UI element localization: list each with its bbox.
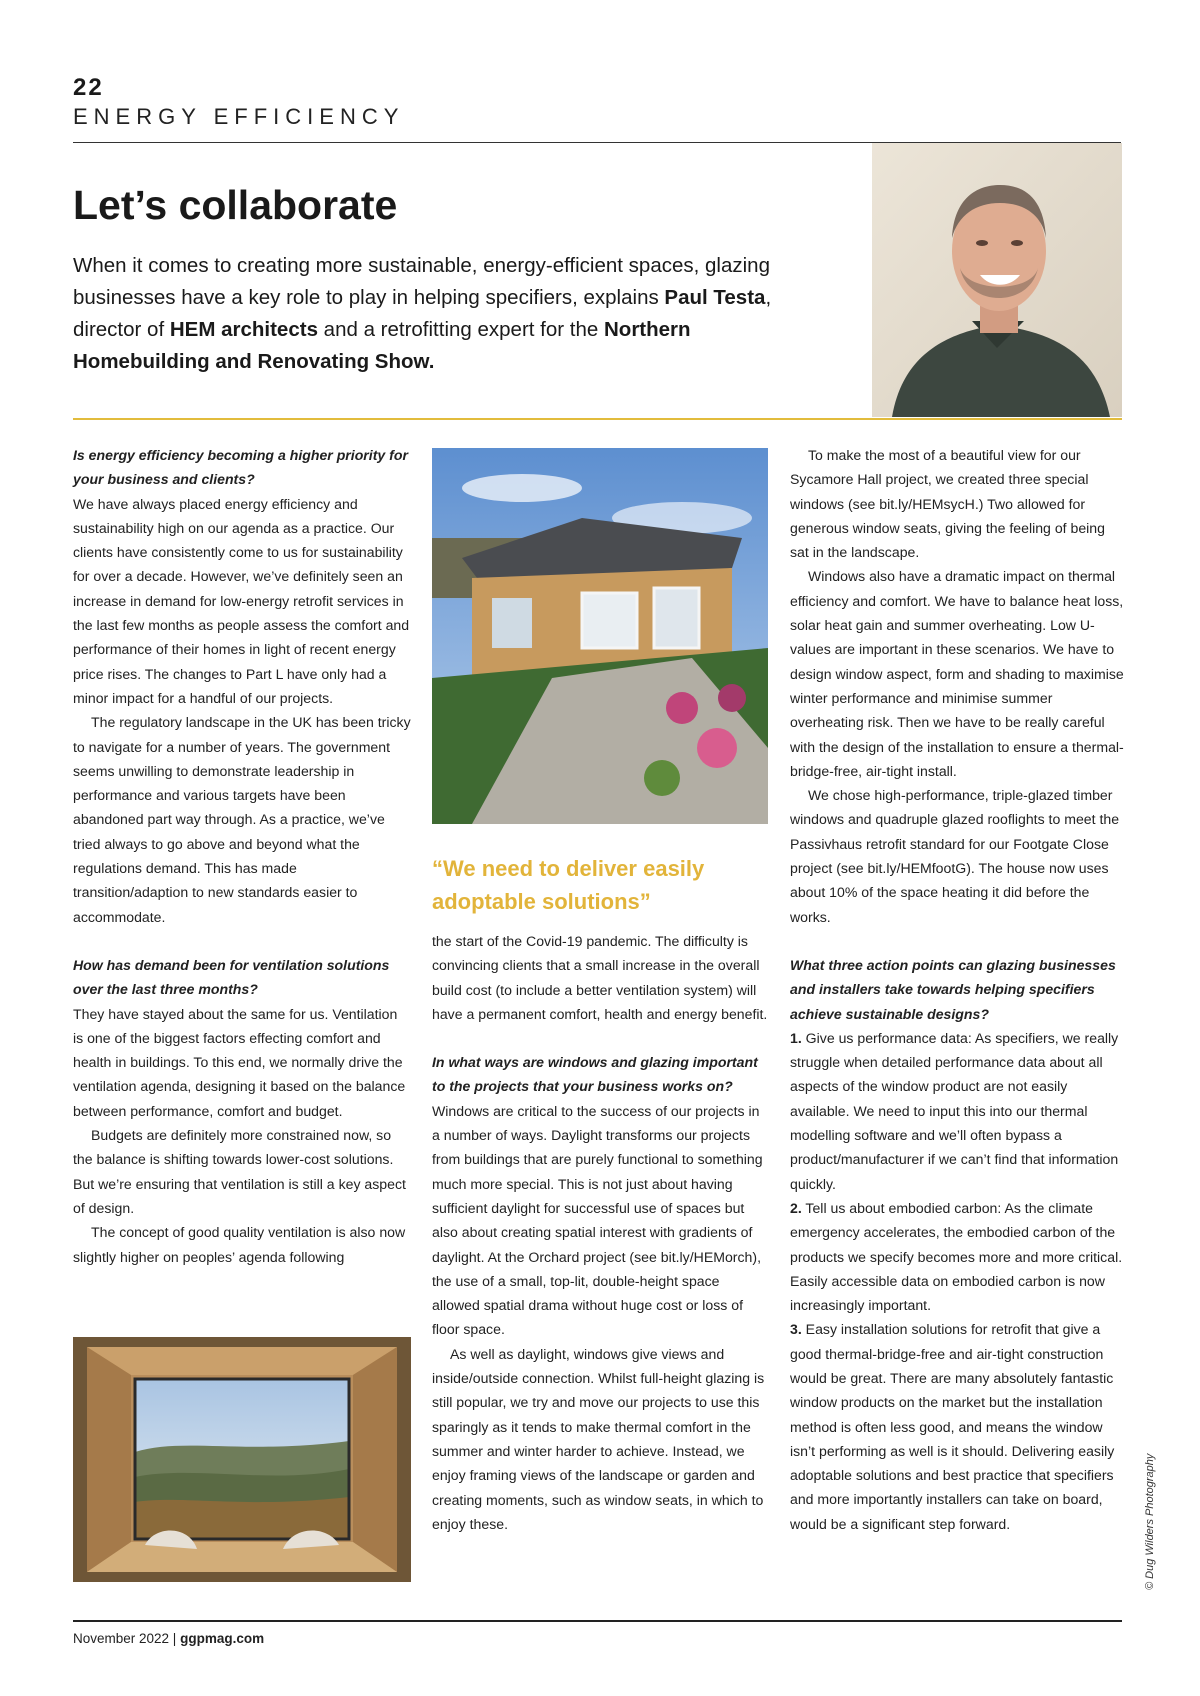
- action-point-1: 1. Give us performance data: As specifiers, we really struggle when detailed performance data about all aspects of the window product are not easily available. We need to input this into our thermal modelling software and we’ll often bypass a product/manufacturer if we can’t find that information quickly.: [790, 1029, 1119, 1192]
- answer-1-para-1: We have always placed energy efficiency and sustainability high on our agenda as a practice. Our clients have consistently come to us for sustainability for over a decade. However, we’ve definitely seen an increase in demand for low-energy retrofit services in the last few months as people assess the comfort and performance of their homes in light of recent energy price rises. The changes to Part L have only had a minor impact for a handful of our projects.: [73, 495, 410, 706]
- company-name: HEM architects: [169, 318, 318, 341]
- answer-3-para-4: Windows also have a dramatic impact on thermal efficiency and comfort. We have to balance heat loss, solar heat gain and summer overheating. Low U-values are important in these scenarios. We have to design window aspect, form and shading to maximise winter performance and minimise summer overheating risk. Then we have to be really careful with the design of the installation to ensure a thermal-bridge-free, air-tight install.: [790, 568, 1124, 779]
- footer-divider: [73, 1620, 1122, 1622]
- answer-3-para-1: Windows are critical to the success of our projects in a number of ways. Daylight transforms our projects from buildings that are purely functional to something much more special. This is not just about having sufficient daylight for successful use of spaces but also about creating spatial interest with gradients of daylight. At the Orchard project (see bit.ly/HEMorch), the use of a small, top-lit, double-height space allowed spatial drama without huge cost or loss of floor space.: [432, 1102, 763, 1338]
- answer-1-para-2: The regulatory landscape in the UK has been tricky to navigate for a number of years. The government seems unwilling to demonstrate leadership in performance and various targets have been abandoned part way through. As a practice, we’ve tried always to go above and beyond what the regulations demand. This has made transition/adaption to new standards easier to accommodate.: [73, 714, 411, 925]
- action-point-3: 3. Easy installation solutions for retrofit that give a good thermal-bridge-free and air-tight construction would be great. There are many absolutely fantastic window products on the market but the installation method is often less good, and means the window isn’t performing as well is it should. Delivering easily adoptable solutions and best practice that specifiers and more importantly installers can take on board, would be a significant step forward.: [790, 1321, 1115, 1532]
- window-seat-photo: [73, 1337, 411, 1582]
- issue-date: November 2022 |: [73, 1631, 181, 1646]
- website-link[interactable]: ggpmag.com: [180, 1631, 265, 1646]
- article-title: Let’s collaborate: [73, 182, 398, 228]
- answer-2-para-2: Budgets are definitely more constrained now, so the balance is shifting towards lower-cost solutions. But we’re ensuring that ventilation is still a key aspect of design.: [73, 1127, 406, 1216]
- text-column-3: [790, 443, 1124, 1536]
- question-3: In what ways are windows and glazing important to the projects that your business works on?: [432, 1054, 758, 1095]
- author-name: Paul Testa: [664, 286, 766, 309]
- answer-3-para-3: To make the most of a beautiful view for our Sycamore Hall project, we created three special windows (see bit.ly/HEMsycH.) Two allowed for generous window seats, giving the feeling of being sat in the landscape.: [790, 447, 1105, 561]
- footer: [73, 1631, 264, 1646]
- pull-quote: “We need to deliver easily adoptable solutions”: [432, 856, 705, 914]
- photo-credit: © Dug Wilders Photography: [1144, 1453, 1156, 1590]
- gold-divider: [73, 418, 1122, 420]
- section-title: ENERGY EFFICIENCY: [73, 104, 405, 129]
- action-point-2: 2. Tell us about embodied carbon: As the climate emergency accelerates, the embodied carbon of the products we specify becomes more and more critical. Easily accessible data on embodied carbon is now increasingly important.: [790, 1199, 1123, 1314]
- author-portrait-photo: [872, 143, 1122, 417]
- answer-2-para-3: The concept of good quality ventilation is also now slightly higher on peoples’ agenda following: [73, 1224, 406, 1265]
- page-number: 22: [73, 74, 104, 101]
- text-column-1: [73, 443, 411, 1269]
- answer-2-para-1: They have stayed about the same for us. Ventilation is one of the biggest factors effecting comfort and health in buildings. To this end, we normally drive the ventilation agenda, designing it based on the balance between performance, comfort and budget.: [73, 1005, 406, 1119]
- question-4: What three action points can glazing businesses and installers take towards helping specifiers achieve sustainable designs?: [790, 956, 1116, 1022]
- answer-2-para-3-continued: the start of the Covid-19 pandemic. The difficulty is convincing clients that a small increase in the overall build cost (to include a better ventilation system) will have a permanent comfort, health and energy benefit.: [432, 933, 768, 1022]
- answer-3-para-2: As well as daylight, windows give views and inside/outside connection. Whilst full-height glazing is still popular, we try and move our projects to use this sparingly as it tends to make thermal comfort in the summer and winter harder to achieve. Instead, we enjoy framing views of the landscape or garden and creating moments, such as window seats, in which to enjoy these.: [432, 1345, 765, 1532]
- question-1: Is energy efficiency becoming a higher priority for your business and clients?: [73, 447, 408, 488]
- text-column-2: [432, 929, 768, 1536]
- stone-house-photo: [432, 448, 768, 824]
- answer-3-para-5: We chose high-performance, triple-glazed timber windows and quadruple glazed rooflights to meet the Passivhaus retrofit standard for our Footgate Close project (see bit.ly/HEMfootG). The house now uses about 10% of the space heating it did before the works.: [790, 787, 1120, 925]
- show-name: Northern Homebuilding and Renovating Show.: [73, 318, 691, 373]
- question-2: How has demand been for ventilation solutions over the last three months?: [73, 956, 390, 998]
- article-standfirst: When it comes to creating more sustainable, energy-efficient spaces, glazing businesses have a key role to play in helping specifiers, explains Paul Testa, director of HEM architects and a retrofitting expert for the Northern Homebuilding and Renovating Show.: [73, 254, 772, 373]
